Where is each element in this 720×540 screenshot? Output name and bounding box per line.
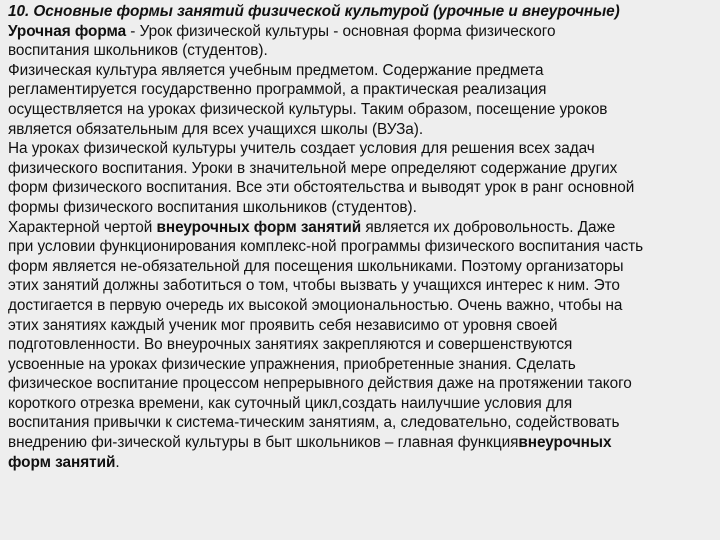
- body-text-segment: осуществляется на уроках физической культуры. Таким образом, посещение уроков: [8, 100, 608, 118]
- text-line: [8, 22, 712, 42]
- body-text-segment: усвоенные на уроках физические упражнения, приобретенные знания. Сделать: [8, 355, 576, 373]
- emphasized-term: Урочная форма: [8, 22, 127, 40]
- text-line: [8, 453, 712, 473]
- body-text-segment: - Урок физической культуры - основная форма физического: [126, 22, 556, 40]
- text-line: [8, 100, 712, 120]
- text-line: [8, 198, 712, 218]
- text-line: [8, 374, 712, 394]
- body-text-segment: воспитания привычки к система-тическим занятиям, а, следовательно, содействовать: [8, 414, 620, 432]
- text-line: [8, 80, 712, 100]
- text-line: [8, 316, 712, 336]
- text-line: [8, 257, 712, 277]
- body-text-segment: Характерной чертой: [8, 218, 157, 236]
- text-line: [8, 178, 712, 198]
- text-line: [8, 159, 712, 179]
- text-line: [8, 335, 712, 355]
- section-heading-text: 10. Основные формы занятий физической культурой (урочные и внеурочные): [8, 3, 620, 20]
- text-line: [8, 433, 712, 453]
- body-text-segment: достигается в первую очередь их высокой эмоциональностью. Очень важно, чтобы на: [8, 296, 623, 314]
- body-text-segment: подготовленности. Во внеурочных занятиях закрепляются и совершенствуются: [8, 336, 573, 354]
- text-line: [8, 355, 712, 375]
- body-text-segment: физического воспитания. Уроки в значительной мере определяют содержание других: [8, 159, 618, 177]
- text-line: [8, 413, 712, 433]
- text-line: [8, 237, 712, 257]
- text-line: [8, 41, 712, 61]
- body-text-segment: внедрению фи-зической культуры в быт школьников – главная функция: [8, 434, 519, 452]
- body-text-segment: этих занятий должны заботиться о том, чтобы вызвать у учащихся интерес к ним. Это: [8, 277, 620, 295]
- body-text-segment: форм является не-обязательной для посещения школьниками. Поэтому организаторы: [8, 257, 624, 275]
- body-text-segment: На уроках физической культуры учитель создает условия для решения всех задач: [8, 140, 595, 158]
- body-text-segment: воспитания школьников (студентов).: [8, 42, 268, 60]
- body-text-segment: Физическая культура является учебным предметом. Содержание предмета: [8, 61, 544, 79]
- body-text-segment: регламентируется государственно программой, а практическая реализация: [8, 81, 547, 99]
- body-text-segment: форм физического воспитания. Все эти обстоятельства и выводят урок в ранг основной: [8, 179, 635, 197]
- text-line: [8, 139, 712, 159]
- text-line: [8, 2, 712, 22]
- emphasized-term: форм занятий: [8, 453, 116, 471]
- text-line: [8, 296, 712, 316]
- document-text-block: [8, 2, 714, 472]
- emphasized-term: внеурочных форм занятий: [156, 218, 362, 236]
- body-text-segment: этих занятиях каждый ученик мог проявить себя независимо от уровня своей: [8, 316, 558, 334]
- body-text-segment: .: [115, 453, 120, 471]
- body-text-segment: является их добровольность. Даже: [361, 218, 616, 236]
- text-line: [8, 218, 712, 238]
- text-line: [8, 61, 712, 81]
- text-line: [8, 120, 712, 140]
- text-line: [8, 394, 712, 414]
- body-text-segment: является обязательным для всех учащихся школы (ВУЗа).: [8, 120, 424, 138]
- text-line: [8, 276, 712, 296]
- body-text-segment: формы физического воспитания школьников (студентов).: [8, 198, 417, 216]
- body-text-segment: при условии функционирования комплекс-ной программы физического воспитания часть: [8, 238, 644, 256]
- body-text-segment: физическое воспитание процессом непрерывного действия даже на протяжении такого: [8, 375, 632, 393]
- body-text-segment: короткого отрезка времени, как суточный цикл,создать наилучшие условия для: [8, 394, 573, 412]
- emphasized-term: внеурочных: [518, 434, 612, 452]
